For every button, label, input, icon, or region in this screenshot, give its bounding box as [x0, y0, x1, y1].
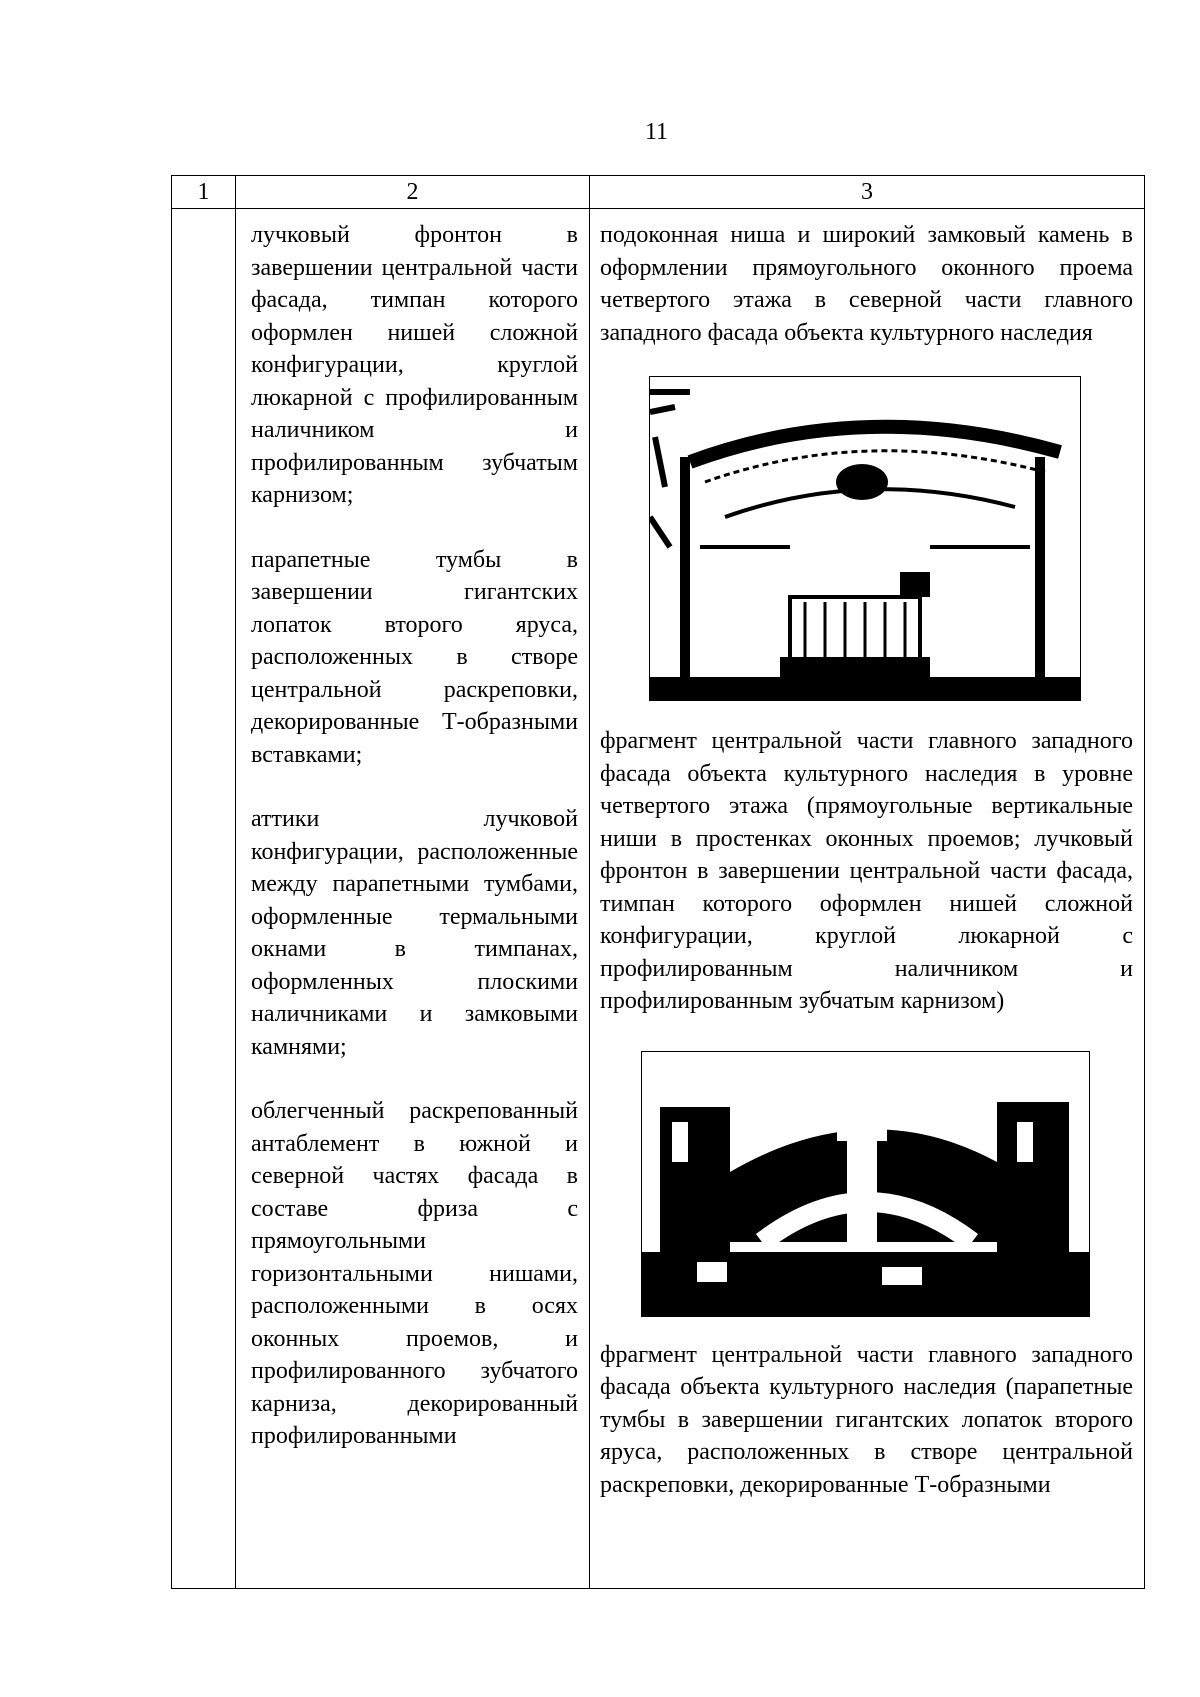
element-description: аттики лучковой конфигурации, расположенные между парапетными тумбами, оформленные термальными окнами в тимпанах, оформленных плоскими наличниками и замковыми камнями; [251, 806, 578, 1060]
header-col-1: 1 [172, 176, 236, 209]
element-description: лучковый фронтон в завершении центральной части фасада, тимпан которого оформлен нишей сложной конфигурации, круглой люкарной с профилированным наличником и профилированным зубчатым карнизом; [251, 222, 578, 508]
illustrations-cell [590, 209, 1145, 1589]
header-col-3: 3 [590, 176, 1145, 209]
row-number-cell [172, 209, 236, 1589]
figure-caption-2: фрагмент центральной части главного западного фасада объекта культурного наследия (парапетные тумбы в завершении гигантских лопаток второго яруса, расположенных в створе центральной раскреповки, декорированные Т-образными [600, 1341, 1133, 1498]
facade-pediment-photo [649, 376, 1081, 701]
page-number: 11 [644, 119, 669, 145]
heritage-table [171, 175, 1145, 1589]
parapet-attic-photo [641, 1051, 1090, 1317]
intro-caption: подоконная ниша и широкий замковый камень в оформлении прямоугольного оконного проема четвертого этажа в северной части главного западного фасада объекта культурного наследия [600, 222, 1133, 346]
table-header-row [172, 176, 1145, 209]
elements-cell [236, 209, 590, 1589]
header-col-2: 2 [236, 176, 590, 209]
element-description: парапетные тумбы в завершении гигантских лопаток второго яруса, расположенных в створе центральной раскреповки, декорированные Т-образными вставками; [251, 546, 578, 768]
table-row [172, 209, 1145, 1589]
figure-caption-1: фрагмент центральной части главного западного фасада объекта культурного наследия в уровне четвертого этажа (прямоугольные вертикальные ниши в простенках оконных проемов; лучковый фронтон в завершении центральной части фасада, тимпан которого оформлен нишей сложной конфигурации, круглой люкарной с профилированным наличником и профилированным зубчатым карнизом) [600, 728, 1133, 1014]
element-description: облегченный раскрепованный антаблемент в южной и северной частях фасада в составе фриза с прямоугольными горизонтальными нишами, расположенными в осях оконных проемов, и профилированного зубчатого карниза, декорированный профилированными [251, 1098, 578, 1449]
